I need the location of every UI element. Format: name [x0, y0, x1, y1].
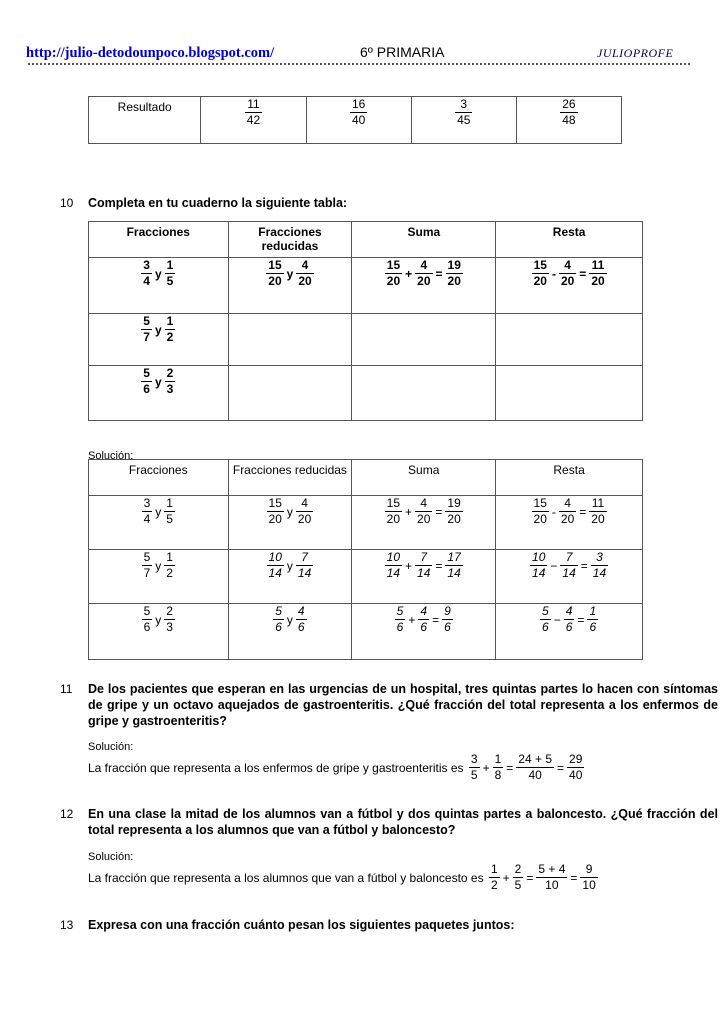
result-cell — [306, 97, 411, 144]
denominator: 40 — [569, 768, 583, 782]
fraction — [530, 550, 547, 581]
denominator: 45 — [457, 113, 471, 127]
denominator: 20 — [447, 512, 461, 526]
numerator: 3 — [460, 97, 468, 111]
denominator: 20 — [298, 274, 312, 288]
fraction — [560, 550, 577, 581]
sum-cell — [352, 604, 496, 660]
equals-sign: = — [557, 760, 565, 775]
numerator: 11 — [247, 97, 260, 111]
fraction — [385, 550, 402, 581]
fraction — [442, 604, 453, 635]
answer-line — [88, 862, 600, 893]
numerator: 9 — [585, 862, 593, 876]
denominator: 6 — [565, 620, 573, 634]
plus-sign: + — [502, 870, 510, 885]
denominator: 20 — [297, 512, 312, 526]
question-text: Expresa con una fracción cuánto pesan los siguientes paquetes juntos: — [88, 918, 515, 932]
numerator: 4 — [301, 496, 308, 510]
sum-cell — [352, 258, 496, 314]
fractions-cell — [89, 496, 229, 550]
header-cell — [496, 460, 643, 496]
table-row — [89, 366, 643, 421]
numerator: 11 — [591, 258, 605, 272]
numerator: 24 + 5 — [518, 752, 552, 766]
numerator: 1 — [589, 604, 597, 618]
sum-cell — [352, 550, 496, 604]
numerator: 2 — [166, 604, 173, 618]
question-number: 10 — [60, 196, 74, 210]
table-row — [89, 258, 643, 314]
fraction — [267, 550, 284, 581]
equals-sign: = — [435, 266, 443, 281]
column-header: Resta — [552, 225, 586, 239]
denominator: 20 — [533, 512, 547, 526]
fraction — [142, 550, 153, 581]
numerator: 7 — [565, 550, 573, 564]
denominator: 20 — [417, 274, 431, 288]
denominator: 6 — [542, 620, 549, 634]
numerator: 5 + 4 — [538, 862, 566, 876]
fraction — [415, 258, 432, 289]
denominator: 20 — [417, 512, 431, 526]
fraction — [267, 496, 284, 527]
denominator: 20 — [447, 274, 461, 288]
plus-sign: + — [408, 612, 416, 627]
column-header: Fracciones reducidas — [232, 463, 347, 477]
numerator: 5 — [396, 604, 404, 618]
numerator: 16 — [351, 97, 366, 111]
numerator: 17 — [447, 550, 461, 564]
fraction — [560, 97, 577, 128]
fraction — [559, 496, 576, 527]
table-row — [89, 496, 643, 550]
denominator: 3 — [166, 382, 174, 396]
fractions-cell — [89, 604, 229, 660]
reduced-cell — [228, 258, 352, 314]
header-cell — [228, 222, 352, 258]
fractions-cell — [89, 258, 229, 314]
reduced-cell — [228, 496, 352, 550]
header-cell — [352, 460, 496, 496]
denominator: 2 — [166, 566, 173, 580]
numerator: 3 — [143, 258, 150, 272]
denominator: 14 — [562, 566, 576, 580]
denominator: 42 — [246, 113, 261, 127]
numerator: 9 — [444, 604, 451, 618]
exercise-table — [88, 221, 643, 421]
reduced-cell — [228, 366, 352, 421]
plus-sign: + — [482, 760, 490, 775]
result-cell — [201, 97, 306, 144]
numerator: 15 — [386, 258, 401, 272]
result-cell — [411, 97, 516, 144]
column-header: Fracciones — [128, 463, 188, 477]
difference-cell — [496, 258, 643, 314]
numerator: 4 — [420, 258, 428, 272]
fraction — [165, 366, 176, 397]
fraction — [165, 258, 176, 289]
plus-sign: + — [405, 558, 413, 573]
conjunction: y — [155, 558, 162, 573]
result-table — [88, 96, 622, 144]
equals-sign: = — [577, 612, 585, 627]
fraction — [296, 258, 313, 289]
fraction — [445, 496, 462, 527]
denominator: 10 — [582, 878, 596, 892]
minus-sign: − — [553, 612, 561, 627]
numerator: 29 — [569, 752, 583, 766]
numerator: 4 — [420, 496, 428, 510]
numerator: 5 — [143, 366, 150, 380]
equals-sign: = — [526, 870, 534, 885]
denominator: 8 — [494, 768, 502, 782]
denominator: 10 — [536, 877, 567, 893]
numerator: 7 — [420, 550, 428, 564]
fraction — [245, 97, 262, 128]
fraction — [564, 604, 575, 635]
fraction — [540, 604, 551, 635]
numerator: 4 — [420, 604, 428, 618]
difference-cell — [496, 314, 643, 366]
column-header: Fracciones reducidas — [258, 225, 322, 253]
fraction — [266, 258, 283, 289]
solution-table — [88, 459, 643, 660]
numerator: 2 — [166, 366, 174, 380]
fraction — [142, 496, 153, 527]
equals-sign: = — [435, 504, 443, 519]
numerator: 2 — [514, 862, 522, 876]
column-header: Resta — [553, 463, 585, 477]
header-cell — [89, 460, 229, 496]
conjunction: y — [154, 374, 162, 389]
denominator: 40 — [516, 767, 554, 783]
numerator: 4 — [565, 604, 573, 618]
fraction — [415, 496, 432, 527]
question-number: 13 — [60, 918, 74, 932]
numerator: 4 — [564, 258, 571, 272]
fraction — [350, 97, 367, 128]
column-header: Suma — [408, 463, 440, 477]
fraction — [418, 604, 429, 635]
numerator: 10 — [386, 550, 401, 564]
fraction — [164, 550, 175, 581]
denominator: 14 — [592, 566, 607, 580]
fraction — [296, 550, 313, 581]
numerator: 15 — [268, 496, 282, 510]
result-cell — [516, 97, 621, 144]
equals-sign: = — [579, 266, 587, 281]
column-header: Fracciones — [126, 225, 190, 239]
fraction — [273, 604, 284, 635]
answer-text: La fracción que representa a los enfermos de gripe y gastroenteritis es — [88, 760, 464, 775]
difference-cell — [496, 604, 643, 660]
equals-sign: = — [580, 558, 588, 573]
fractions-cell — [89, 550, 229, 604]
denominator: 40 — [351, 113, 366, 127]
equals-sign: = — [579, 504, 587, 519]
numerator: 4 — [301, 258, 309, 272]
numerator: 19 — [447, 258, 461, 272]
denominator: 48 — [562, 113, 576, 127]
blog-link[interactable]: http://julio-detodounpoco.blogspot.com/ — [26, 45, 275, 61]
equals-sign: = — [570, 870, 578, 885]
denominator: 20 — [533, 274, 547, 288]
fraction — [165, 314, 176, 345]
table-row — [89, 550, 643, 604]
fraction — [415, 550, 432, 581]
conjunction: y — [154, 266, 162, 281]
numerator: 1 — [490, 862, 498, 876]
fraction — [142, 604, 153, 635]
fraction — [516, 752, 554, 783]
numerator: 10 — [532, 550, 546, 564]
denominator: 14 — [532, 566, 546, 580]
reduced-cell — [228, 550, 352, 604]
denominator: 20 — [591, 274, 605, 288]
denominator: 20 — [560, 274, 575, 288]
denominator: 20 — [386, 512, 401, 526]
fraction — [446, 258, 463, 289]
denominator: 14 — [386, 566, 401, 580]
denominator: 7 — [143, 566, 151, 580]
numerator: 1 — [166, 496, 173, 510]
numerator: 5 — [143, 550, 151, 564]
header-cell — [496, 222, 643, 258]
numerator: 1 — [166, 550, 173, 564]
fraction — [385, 496, 402, 527]
conjunction: y — [155, 504, 162, 519]
table-row — [89, 604, 643, 660]
numerator: 5 — [275, 604, 282, 618]
fraction — [589, 496, 606, 527]
equals-sign: = — [432, 612, 440, 627]
question-number: 11 — [60, 682, 73, 696]
numerator: 3 — [143, 496, 151, 510]
denominator: 20 — [268, 274, 282, 288]
numerator: 3 — [470, 752, 478, 766]
numerator: 10 — [268, 550, 282, 564]
denominator: 4 — [143, 274, 150, 288]
denominator: 5 — [470, 768, 478, 782]
denominator: 5 — [166, 274, 174, 288]
denominator: 3 — [166, 620, 173, 634]
plus-sign: + — [405, 504, 413, 519]
fraction — [559, 258, 576, 289]
answer-line — [88, 752, 586, 783]
denominator: 14 — [417, 566, 431, 580]
course-title: 6º PRIMARIA — [360, 44, 445, 60]
conjunction: y — [286, 612, 293, 627]
numerator: 4 — [297, 604, 305, 618]
denominator: 14 — [297, 566, 312, 580]
fraction — [296, 604, 307, 635]
denominator: 6 — [143, 382, 150, 396]
numerator: 1 — [494, 752, 502, 766]
equals-sign: = — [435, 558, 443, 573]
fraction — [536, 862, 567, 893]
numerator: 3 — [596, 550, 603, 564]
difference-cell — [496, 496, 643, 550]
conjunction: y — [286, 266, 294, 281]
header-divider — [28, 63, 690, 71]
column-header: Suma — [407, 225, 441, 239]
conjunction: y — [286, 558, 293, 573]
fraction — [489, 862, 500, 893]
denominator: 2 — [166, 330, 174, 344]
denominator: 6 — [589, 620, 597, 634]
question-number: 12 — [60, 807, 74, 821]
fraction — [587, 604, 598, 635]
numerator: 1 — [166, 314, 174, 328]
numerator: 1 — [166, 258, 174, 272]
difference-cell — [496, 550, 643, 604]
denominator: 6 — [275, 620, 282, 634]
denominator: 6 — [396, 620, 404, 634]
conjunction: y — [155, 612, 162, 627]
sum-cell — [352, 496, 496, 550]
fraction — [469, 752, 480, 783]
fraction — [455, 97, 472, 128]
header-cell — [89, 222, 229, 258]
denominator: 7 — [143, 330, 150, 344]
fraction — [141, 258, 152, 289]
numerator: 4 — [564, 496, 571, 510]
denominator: 5 — [166, 512, 173, 526]
fraction — [164, 604, 175, 635]
numerator: 5 — [542, 604, 549, 618]
fraction — [296, 496, 313, 527]
fraction — [141, 366, 152, 397]
numerator: 5 — [143, 314, 150, 328]
denominator: 5 — [514, 878, 522, 892]
answer-text: La fracción que representa a los alumnos que van a fútbol y baloncesto es — [88, 870, 484, 885]
fraction — [445, 550, 462, 581]
fraction — [395, 604, 406, 635]
denominator: 6 — [297, 620, 305, 634]
fractions-cell — [89, 366, 229, 421]
denominator: 2 — [490, 878, 498, 892]
denominator: 20 — [591, 512, 605, 526]
denominator: 20 — [268, 512, 282, 526]
solution-label: Solución: — [88, 851, 134, 863]
numerator: 7 — [301, 550, 308, 564]
fraction — [164, 496, 175, 527]
author-name: JULIOPROFE — [597, 46, 674, 60]
conjunction: y — [286, 504, 293, 519]
question-text: De los pacientes que esperan en las urgencias de un hospital, tres quintas partes lo hacen con síntomas de gripe y un octavo aquejados de gastroenteritis. ¿Qué fracción del total representa a los enfermos de gripe y gastroenteritis? — [88, 682, 718, 728]
fraction — [591, 550, 608, 581]
denominator: 20 — [560, 512, 575, 526]
denominator: 14 — [268, 566, 282, 580]
numerator: 11 — [591, 496, 605, 510]
result-label-cell — [89, 97, 201, 144]
numerator: 15 — [268, 258, 282, 272]
fraction — [532, 496, 549, 527]
denominator: 6 — [420, 620, 428, 634]
numerator: 15 — [533, 496, 547, 510]
numerator: 15 — [386, 496, 401, 510]
numerator: 15 — [533, 258, 547, 272]
sum-cell — [352, 366, 496, 421]
fraction — [513, 862, 524, 893]
fraction — [589, 258, 606, 289]
solution-label: Solución: — [88, 741, 134, 753]
minus-sign: - — [551, 266, 556, 281]
question-text: Completa en tu cuaderno la siguiente tabla: — [88, 196, 348, 210]
fraction — [532, 258, 549, 289]
numerator: 5 — [143, 604, 151, 618]
equals-sign: = — [506, 760, 514, 775]
minus-sign: − — [550, 558, 558, 573]
denominator: 14 — [447, 566, 461, 580]
fraction — [580, 862, 597, 893]
fraction — [493, 752, 504, 783]
denominator: 20 — [386, 274, 401, 288]
fraction — [141, 314, 152, 345]
header-cell — [228, 460, 352, 496]
difference-cell — [496, 366, 643, 421]
table-row — [89, 314, 643, 366]
reduced-cell — [228, 604, 352, 660]
solution-label: Solución: — [88, 450, 134, 462]
question-text: En una clase la mitad de los alumnos van a fútbol y dos quintas partes a baloncesto. ¿Qué fracción del total representa a los alumnos que van a fútbol y baloncesto? — [88, 807, 718, 837]
plus-sign: + — [405, 266, 413, 281]
denominator: 4 — [143, 512, 151, 526]
result-label: Resultado — [117, 100, 172, 114]
conjunction: y — [154, 322, 162, 337]
fraction — [567, 752, 584, 783]
numerator: 26 — [562, 97, 576, 111]
denominator: 6 — [143, 620, 151, 634]
fractions-cell — [89, 314, 229, 366]
fraction — [385, 258, 402, 289]
numerator: 19 — [447, 496, 461, 510]
header-cell — [352, 222, 496, 258]
denominator: 6 — [444, 620, 451, 634]
sum-cell — [352, 314, 496, 366]
reduced-cell — [228, 314, 352, 366]
minus-sign: - — [551, 504, 556, 519]
